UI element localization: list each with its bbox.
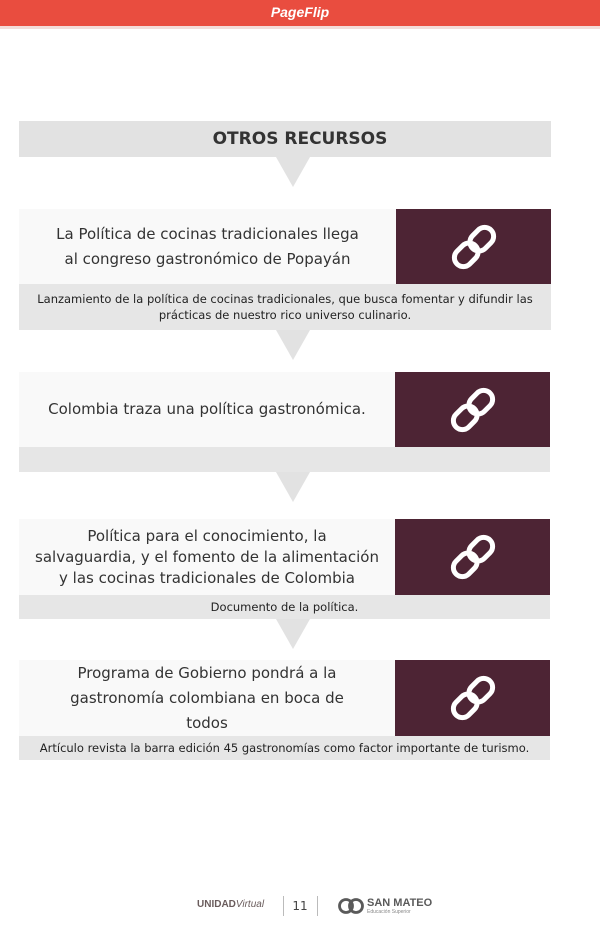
logo-name: SAN MATEO bbox=[367, 897, 433, 909]
section-title: OTROS RECURSOS bbox=[212, 129, 388, 149]
resource-title-3 bbox=[19, 519, 395, 595]
resource-title-text: La Política de cocinas tradicionales llega al congreso gastronómico de Popayán bbox=[56, 224, 359, 268]
down-arrow-icon bbox=[276, 330, 310, 360]
down-arrow-icon bbox=[276, 157, 310, 187]
app-title: PageFlip bbox=[270, 4, 330, 20]
resource-link-button[interactable] bbox=[395, 372, 550, 447]
resource-description-3 bbox=[19, 595, 550, 619]
link-icon bbox=[447, 672, 499, 724]
divider bbox=[317, 896, 318, 916]
down-arrow-icon bbox=[276, 472, 310, 502]
san-mateo-logo-text bbox=[367, 898, 432, 916]
down-arrow-icon bbox=[276, 619, 310, 649]
resource-title-1 bbox=[19, 209, 396, 284]
link-icon bbox=[447, 384, 499, 436]
top-bar-shadow bbox=[0, 26, 600, 29]
resource-description-2 bbox=[19, 447, 550, 472]
page-number: 11 bbox=[292, 899, 308, 913]
resource-title-text: Programa de Gobierno pondrá a la gastronomía colombiana en boca de todos bbox=[70, 663, 344, 732]
resource-description-text: Documento de la política. bbox=[210, 600, 359, 614]
resource-title-text: Política para el conocimiento, la salvaguardia, y el fomento de la alimentación y las cocinas tradicionales de Colombia bbox=[35, 526, 379, 587]
resource-description-4 bbox=[19, 736, 550, 760]
resource-description-text: Artículo revista la barra edición 45 gastronomías como factor importante de turismo. bbox=[39, 741, 530, 755]
footer bbox=[0, 894, 600, 920]
resource-description-text: Lanzamiento de la política de cocinas tradicionales, que busca fomentar y difundir las prácticas de nuestro rico universo culinario. bbox=[37, 292, 533, 322]
brand-light: Virtual bbox=[235, 899, 265, 910]
resource-description-1 bbox=[19, 284, 551, 330]
resource-link-button[interactable] bbox=[395, 660, 550, 736]
san-mateo-logo-icon bbox=[338, 894, 364, 918]
section-header bbox=[19, 121, 551, 157]
logo-subtitle: Educación Superior bbox=[367, 909, 411, 915]
resource-title-4 bbox=[19, 660, 395, 736]
resource-link-button[interactable] bbox=[396, 209, 551, 284]
link-icon bbox=[447, 531, 499, 583]
resource-link-button[interactable] bbox=[395, 519, 550, 595]
resource-title-2 bbox=[19, 372, 395, 447]
divider bbox=[283, 896, 284, 916]
top-bar bbox=[0, 0, 600, 26]
unidad-virtual-logo bbox=[197, 899, 264, 910]
link-icon bbox=[448, 221, 500, 273]
brand-bold: UNIDAD bbox=[197, 899, 236, 910]
resource-title-text: Colombia traza una política gastronómica. bbox=[48, 400, 366, 418]
